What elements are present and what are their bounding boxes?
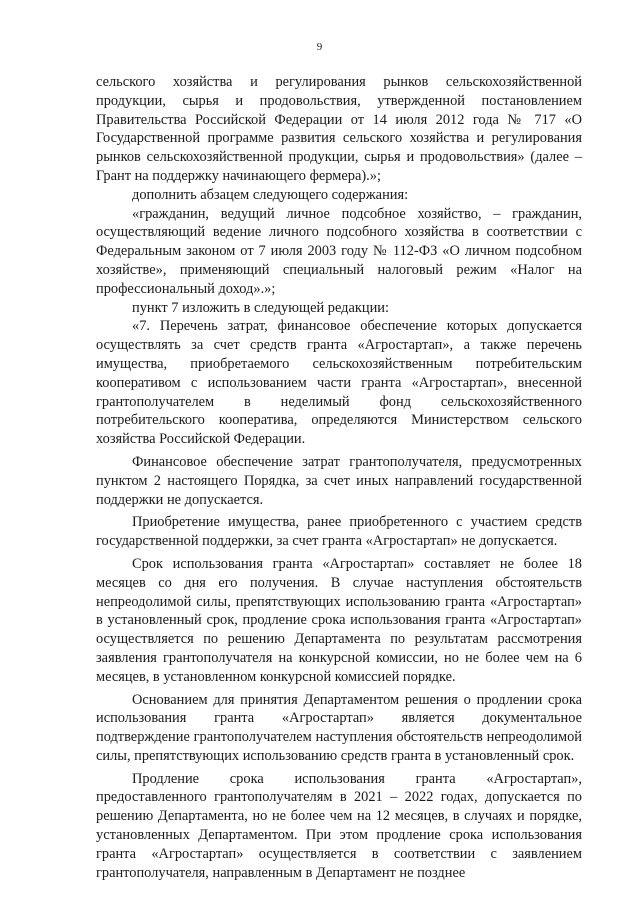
page-number: 9 [316, 41, 323, 53]
paragraph-basis: Основанием для принятия Департаментом решения о продлении срока использования гранта «Агростартап» является документальное подтверждение грантополучателем наступления обстоятельств непреодолимой силы, препятствующих использованию средств гранта в установленный срок. [96, 691, 582, 764]
paragraph-point-7: «7. Перечень затрат, финансовое обеспечение которых допускается осуществлять за счет средств гранта «Агростартап», а также перечень имущества, приобретаемого сельскохозяйственным потребительским кооперативом с использованием части гранта «Агростартап», внесенной грантополучателем в неделимый фонд сельскохозяйственного потребительского кооператива, определяются Министерством сельского хозяйства Российской Федерации. [96, 318, 582, 448]
paragraph-continuation: сельского хозяйства и регулирования рынков сельскохозяйственной продукции, сырья и продовольствия, утвержденной постановлением Правительства Российской Федерации от 14 июля 2012 года № 717 «О Государственной программе развития сельского хозяйства и регулирования рынков сельскохозяйственной продукции, сырья и продовольствия» (далее – Грант на поддержку начинающего фермера).»; [96, 74, 582, 184]
paragraph-term: Срок использования гранта «Агростартап» составляет не более 18 месяцев со дня его получения. В случае наступления обстоятельств непреодолимой силы, препятствующих использованию гранта «Агростартап» в установленный срок, продление срока использования гранта «Агростартап» осуществляется по решению Департамента по результатам рассмотрения заявления грантополучателя на конкурсной комиссии, но не более чем на 6 месяцев, в установленном конкурсной комиссией порядке. [96, 555, 582, 685]
paragraph-instruction-point-7: пункт 7 изложить в следующей редакции: [132, 299, 389, 316]
paragraph-property: Приобретение имущества, ранее приобретенного с участием средств государственной поддержки, за счет гранта «Агростартап» не допускается. [96, 514, 582, 550]
paragraph-extension: Продление срока использования гранта «Агростартап», предоставленного грантополучателям в 2021 – 2022 годах, допускается по решению Департамента, но не более чем на 12 месяцев, в случаях и порядке, установленных Департаментом. При этом продление срока использования гранта «Агростартап» осуществляется в соответствии с заявлением грантополучателя, направленным в Департамент не позднее [96, 770, 582, 881]
paragraph-financing: Финансовое обеспечение затрат грантополучателя, предусмотренных пунктом 2 настоящего Порядка, за счет иных направлений государственной поддержки не допускается. [96, 453, 582, 508]
paragraph-definition: «гражданин, ведущий личное подсобное хозяйство, – гражданин, осуществляющий ведение личного подсобного хозяйства в соответствии с Федеральным законом от 7 июля 2003 году № 112-ФЗ «О личном подсобном хозяйстве», применяющий специальный налоговый режим «Налог на профессиональный доход».»; [96, 205, 582, 297]
paragraph-instruction-add: дополнить абзацем следующего содержания: [132, 186, 409, 203]
document-body [96, 73, 582, 882]
